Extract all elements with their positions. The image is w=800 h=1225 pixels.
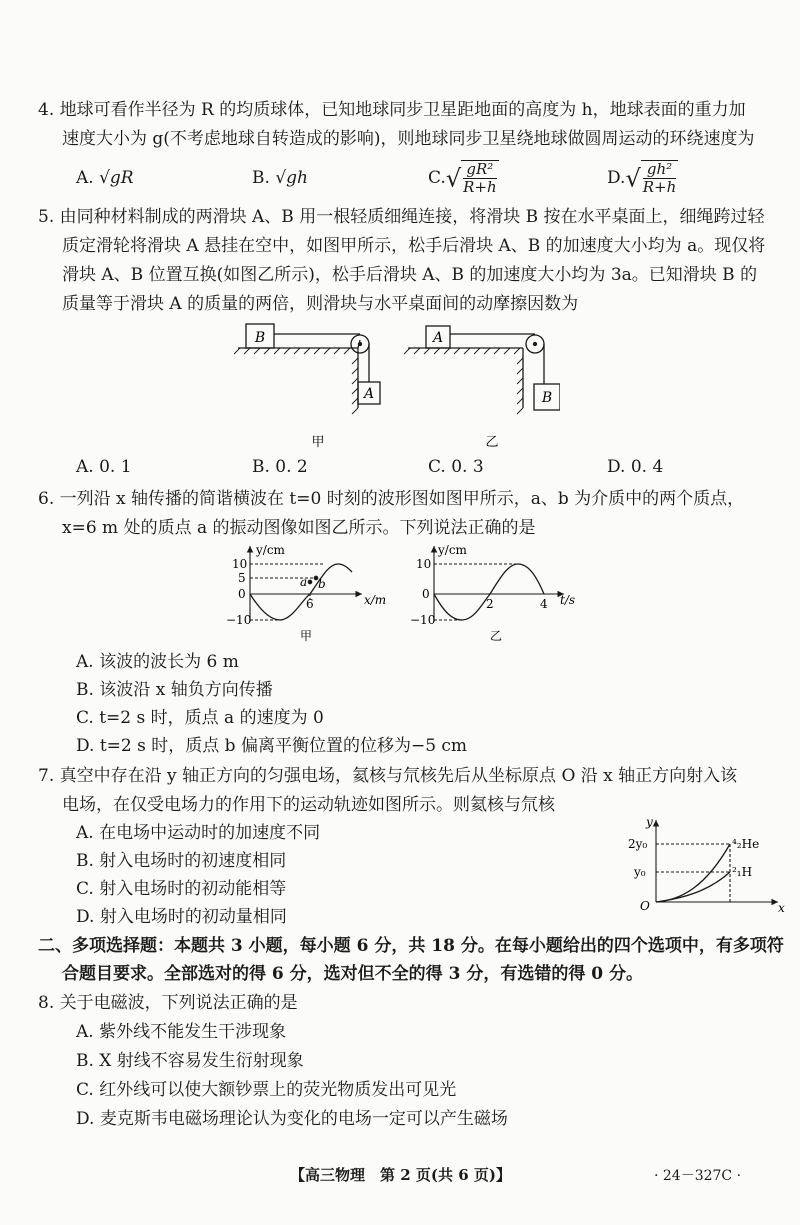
q7-option-a: A. 在电场中运动时的加速度不同 [76,823,321,843]
q5-option-a: A. 0. 1 [76,457,132,477]
footer-page-info: 【高三物理 第 2 页(共 6 页)】 [290,1166,511,1184]
q6-point-b: b [318,577,326,591]
q8-stem: 8. 关于电磁波，下列说法正确的是 [38,993,298,1013]
q6-jia-ytick-10: 10 [232,557,248,571]
q5-yi-table-block: A [432,330,444,346]
q5-stem-line4: 质量等于滑块 A 的质量的两倍，则滑块与水平桌面间的动摩擦因数为 [62,294,579,314]
q6-jia-ytick-5: 5 [238,571,246,585]
q8-option-c: C. 红外线可以使大额钞票上的荧光物质发出可见光 [76,1080,457,1100]
q6-yi-xlabel: t/s [560,593,576,607]
q6-jia-xtick-6: 6 [306,597,314,611]
q7-origin-label: O [640,899,650,913]
q6-jia-caption: 甲 [300,629,313,643]
q5-figure [230,318,560,458]
q4-option-b: B. √gh [252,168,308,188]
q5-yi-caption: 乙 [485,435,499,450]
q7-ytick-y0: y₀ [634,865,646,879]
q6-option-c: C. t=2 s 时，质点 a 的速度为 0 [76,708,324,728]
q7-curve-h: ²₁H [732,865,753,879]
q5-option-b: B. 0. 2 [252,457,308,477]
q7-stem-line1: 7. 真空中存在沿 y 轴正方向的匀强电场，氦核与氘核先后从坐标原点 O 沿 x 轴正方向射入该 [38,766,738,786]
q5-jia-table-block: B [254,330,266,346]
q6-stem-line1: 6. 一列沿 x 轴传播的简谐横波在 t=0 时刻的波形图如图甲所示，a、b 为介质中的两个质点， [38,489,745,509]
q5-stem-line1: 5. 由同种材料制成的两滑块 A、B 用一根轻质细绳连接，将滑块 B 按在水平桌面上，细绳跨过轻 [38,207,765,227]
q6-jia-ytick-neg10: −10 [226,613,252,627]
q4-stem-line2: 速度大小为 g(不考虑地球自转造成的影响)，则地球同步卫星绕地球做圆周运动的环绕速度为 [62,129,755,149]
q5-yi-hanging-block: B [541,390,553,406]
q6-yi-caption: 乙 [490,629,503,643]
q6-yi-xtick-2: 2 [486,597,494,611]
q5-jia-caption: 甲 [311,435,325,450]
q4-option-d: D.√ $\frac{\text{gh²}}{R+h}$ [607,160,677,196]
q8-option-d: D. 麦克斯韦电磁场理论认为变化的电场一定可以产生磁场 [76,1109,508,1129]
q8-option-a: A. 紫外线不能发生干涉现象 [76,1022,287,1042]
q7-ytick-2y0: 2y₀ [628,837,648,851]
q5-stem-line2: 质定滑轮将滑块 A 悬挂在空中，如图甲所示，松手后滑块 A、B 的加速度大小均为 a。现仅将 [62,236,766,256]
q7-y-axis-label: y [646,815,653,829]
q7-graph [626,814,790,914]
q7-option-c: C. 射入电场时的初动能相等 [76,879,287,899]
q6-jia-xlabel: x/m [364,593,387,607]
q6-point-a: a [300,575,308,589]
q5-stem-line3: 滑块 A、B 位置互换(如图乙所示)，松手后滑块 A、B 的加速度大小均为 3a。已知滑块 B 的 [62,265,758,285]
q5-option-c: C. 0. 3 [428,457,484,477]
q5-figure-yi [404,326,560,414]
q6-yi-ylabel: y/cm [438,543,467,557]
q6-stem-line2: x=6 m 处的质点 a 的振动图像如图乙所示。下列说法正确的是 [62,518,536,538]
q5-jia-hanging-block: A [363,386,375,402]
q5-option-d: D. 0. 4 [607,457,664,477]
q4-stem-line1: 4. 地球可看作半径为 R 的均质球体，已知地球同步卫星距地面的高度为 h，地球表面的重力加 [38,100,746,120]
q8-option-b: B. X 射线不容易发生衍射现象 [76,1051,304,1071]
q7-option-d: D. 射入电场时的初动量相同 [76,907,287,927]
q6-yi-xtick-4: 4 [540,597,548,611]
q6-yi-ytick-10: 10 [416,557,432,571]
q6-yi-ytick-0: 0 [422,587,430,601]
q7-option-b: B. 射入电场时的初速度相同 [76,851,287,871]
q7-x-axis-label: x [778,901,785,914]
q4-option-a: A. √gR [76,168,134,188]
footer-code: · 24－327C · [654,1168,742,1184]
q6-yi-ytick-neg10: −10 [410,613,436,627]
q6-figures [224,540,584,648]
q6-option-d: D. t=2 s 时，质点 b 偏离平衡位置的位移为−5 cm [76,736,468,756]
q7-curve-he: ⁴₂He [732,837,760,851]
section2-heading-line2: 合题目要求。全部选对的得 6 分，选对但不全的得 3 分，有选错的得 0 分。 [62,964,643,984]
q7-stem-line2: 电场，在仅受电场力的作用下的运动轨迹如图所示。则氦核与氘核 [62,795,555,815]
q4-option-c: C.√ $\frac{\text{gR²}}{R+h}$ [428,160,497,196]
q6-option-a: A. 该波的波长为 6 m [76,652,239,672]
q6-jia-ytick-0: 0 [238,587,246,601]
q6-jia-ylabel: y/cm [256,543,285,557]
q6-option-b: B. 该波沿 x 轴负方向传播 [76,680,273,700]
section2-heading-line1: 二、多项选择题：本题共 3 小题，每小题 6 分，共 18 分。在每小题给出的四个选项中，有多项符 [38,936,784,956]
